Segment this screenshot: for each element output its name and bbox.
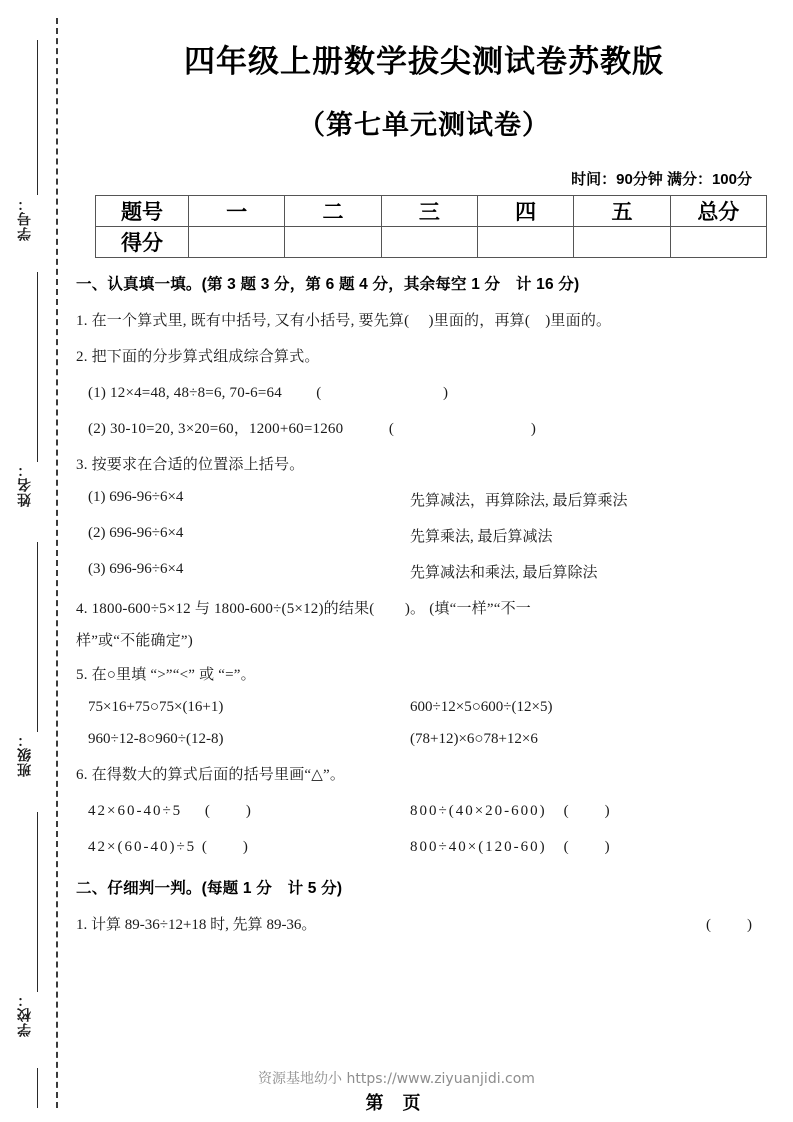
margin-rule-1 — [37, 40, 38, 195]
question-1-5: 5. 在○里填 “>”“<” 或 “=”。 — [76, 667, 256, 683]
question-1-2-sub-1: (1) 12×4=48, 48÷8=6, 70-6=64 ( ) — [88, 385, 449, 401]
question-2-1-text: 1. 计算 89-36÷12+18 时, 先算 89-36。 — [76, 917, 317, 933]
question-1-3-sub-1 — [74, 474, 774, 510]
question-1-3-sub-3-requirement: 先算减法和乘法, 最后算除法 — [410, 565, 598, 581]
question-1-6-expr-a1: 42×60-40÷5 ( ) — [88, 803, 253, 819]
question-1-3-sub-2-requirement: 先算乘法, 最后算减法 — [410, 529, 553, 545]
question-1-3: 3. 按要求在合适的位置添上括号。 — [76, 457, 305, 473]
question-1-6-expr-b1: 800÷(40×20-600) ( ) — [410, 803, 612, 819]
score-table-score-label: 得分 — [96, 227, 189, 258]
question-2-1 — [74, 898, 774, 934]
question-1-1: 1. 在一个算式里, 既有中括号, 又有小括号, 要先算( )里面的，再算( )里面的。 — [76, 313, 612, 329]
margin-strip — [0, 0, 70, 1122]
page-title: 四年级上册数学拔尖测试卷苏教版 — [184, 44, 664, 79]
site-watermark: 资源基地幼小 https://www.ziyuanjidi.com — [258, 1071, 535, 1087]
page-subtitle: （第七单元测试卷） — [298, 110, 550, 140]
question-1-2: 2. 把下面的分步算式组成综合算式。 — [76, 349, 320, 365]
page-number: 第 页 — [365, 1093, 428, 1113]
question-1-5-expr-b1: 600÷12×5○600÷(12×5) — [410, 699, 553, 715]
score-cell-3[interactable] — [381, 227, 477, 258]
question-1-3-sub-1-requirement: 先算减法，再算除法, 最后算乘法 — [410, 493, 628, 509]
question-1-6-row-2 — [74, 820, 774, 856]
score-table-col-5: 五 — [574, 196, 670, 227]
question-1-5-expr-a2: 960÷12-8○960÷(12-8) — [88, 731, 224, 747]
question-1-5-expr-a1: 75×16+75○75×(16+1) — [88, 699, 224, 715]
score-cell-4[interactable] — [477, 227, 573, 258]
question-1-5-row-1 — [74, 684, 774, 716]
question-1-4-line-2: 样”或“不能确定”) — [76, 633, 193, 649]
score-table-col-1: 一 — [189, 196, 285, 227]
exam-content — [74, 0, 774, 1122]
question-1-6-expr-b2: 800÷40×(120-60) ( ) — [410, 839, 612, 855]
question-1-5-expr-b2: (78+12)×6○78+12×6 — [410, 731, 538, 747]
table-row-header — [96, 196, 767, 227]
tear-off-dashed-line — [56, 18, 58, 1108]
score-table-col-2: 二 — [285, 196, 381, 227]
table-row-score — [96, 227, 767, 258]
question-1-6-row-1 — [74, 784, 774, 820]
score-table-col-4: 四 — [477, 196, 573, 227]
margin-rule-4 — [37, 812, 38, 992]
margin-label-class: 班级： — [16, 732, 32, 777]
margin-label-student-name: 姓名： — [16, 462, 32, 507]
question-1-3-sub-2 — [74, 510, 774, 546]
question-1-2-sub-2: (2) 30-10=20, 3×20=60，1200+60=1260 ( ) — [88, 421, 537, 437]
question-1-3-sub-1-expression: (1) 696-96÷6×4 — [88, 489, 184, 505]
margin-label-school: 学校： — [16, 992, 32, 1037]
score-cell-2[interactable] — [285, 227, 381, 258]
question-1-3-sub-3-expression: (3) 696-96÷6×4 — [88, 561, 184, 577]
score-table-col-total: 总分 — [670, 196, 766, 227]
question-1-5-row-2 — [74, 716, 774, 748]
score-table-row-label: 题号 — [96, 196, 189, 227]
margin-rule-3 — [37, 542, 38, 732]
question-1-3-sub-2-expression: (2) 696-96÷6×4 — [88, 525, 184, 541]
score-cell-total[interactable] — [670, 227, 766, 258]
margin-label-student-id: 学号： — [16, 196, 32, 241]
score-cell-1[interactable] — [189, 227, 285, 258]
score-table-col-3: 三 — [381, 196, 477, 227]
question-1-3-sub-3 — [74, 546, 774, 582]
question-1-4-line-1: 4. 1800-600÷5×12 与 1800-600÷(5×12)的结果( )。 (填“一样”“不一 — [76, 601, 531, 617]
score-cell-5[interactable] — [574, 227, 670, 258]
question-2-1-answer-box[interactable]: ( ) — [706, 917, 754, 933]
question-1-6-expr-a2: 42×(60-40)÷5 ( ) — [88, 839, 250, 855]
section-heading-one: 一、认真填一填。(第 3 题 3 分，第 6 题 4 分，其余每空 1 分 计 16 分) — [76, 276, 580, 293]
exam-meta: 时间：90分钟 满分：100分 — [571, 171, 752, 188]
question-1-6: 6. 在得数大的算式后面的括号里画“△”。 — [76, 767, 346, 783]
section-heading-two: 二、仔细判一判。(每题 1 分 计 5 分) — [76, 880, 343, 897]
score-table — [95, 195, 767, 258]
margin-rule-2 — [37, 272, 38, 462]
